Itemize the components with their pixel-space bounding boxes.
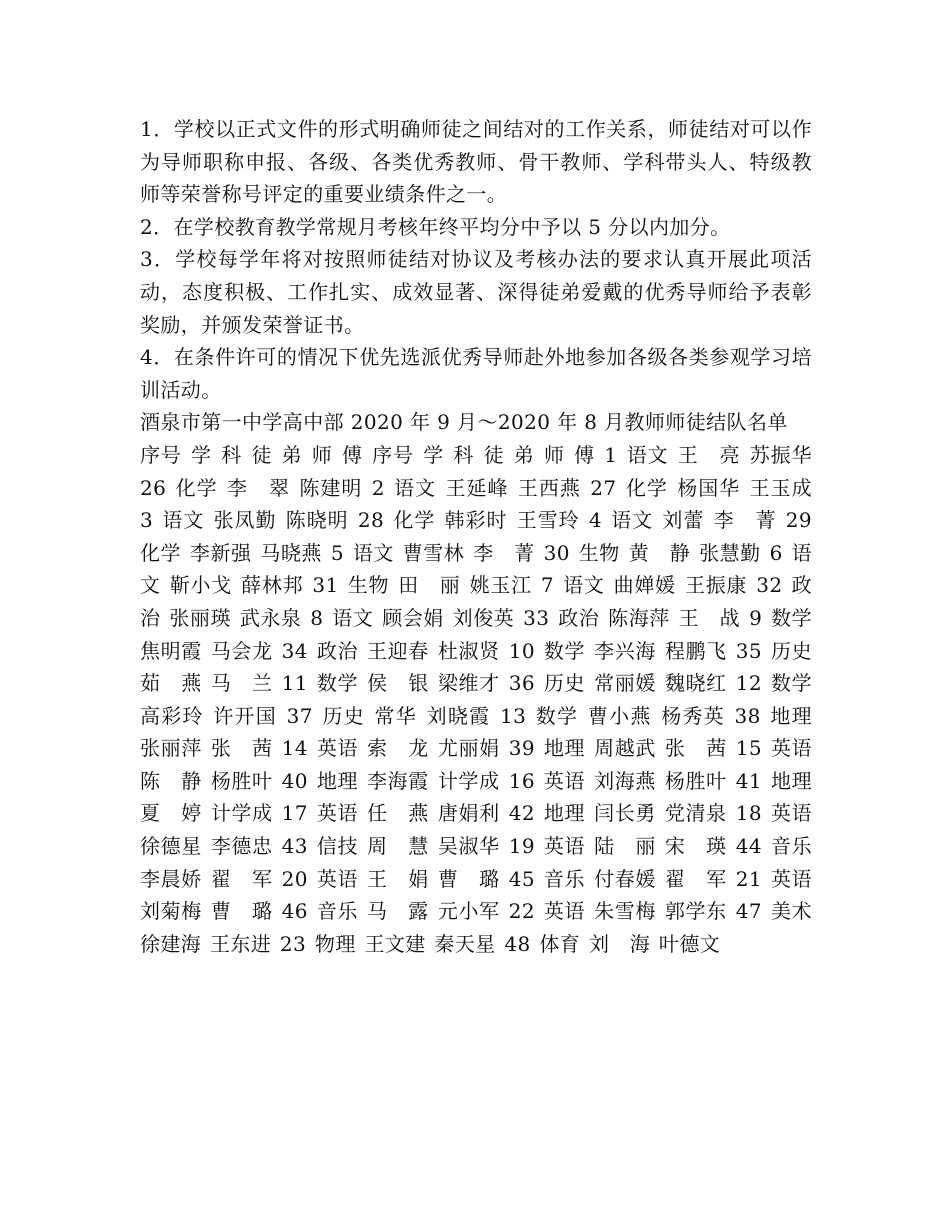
clause-2: 2．在学校教育教学常规月考核年终平均分中予以 5 分以内加分。 — [140, 214, 731, 239]
clause-4: 4．在条件许可的情况下优先选派优秀导师赴外地参加各级各类参观学习培训活动。 — [140, 345, 812, 402]
roster-list: 序号 学 科 徒 弟 师 傅 序号 学 科 徒 弟 师 傅 1 语文 王 亮 苏振华 26 化学 李 翠 陈建明 2 语文 王延峰 王西燕 27 化学 杨国华 王玉成 3 语文 张凤勤 陈晓明 28 化学 韩彩时 王雪玲 4 语文 刘蕾 李 菁 29 化学 李新强 马晓燕 5 语文 曹雪林 李 菁 30 生物 黄 静 张慧勤 6 语文 靳小戈 薛林邦 31 生物 田 丽 姚玉江 7 语文 曲婵媛 王振康 32 政治 张丽瑛 武永泉 8 语文 顾会娟 刘俊英 33 政治 陈海萍 王 战 9 数学 焦明霞 马会龙 34 政治 王迎春 杜淑贤 10 数学 李兴海 程鹏飞 35 历史 茹 燕 马 兰 11 数学 侯 银 梁维才 36 历史 常丽媛 魏晓红 12 数学 高彩玲 许开国 37 历史 常华 刘晓霞 13 数学 曹小燕 杨秀英 38 地理 张丽萍 张 茜 14 英语 索 龙 尤丽娟 39 地理 周越武 张 茜 15 英语 陈 静 杨胜叶 40 地理 李海霞 计学成 16 英语 刘海燕 杨胜叶 41 地理 夏 婷 计学成 17 英语 任 燕 唐娟利 42 地理 闫长勇 党清泉 18 英语 徐德星 李德忠 43 信技 周 慧 吴淑华 19 英语 陆 丽 宋 瑛 44 音乐 李晨娇 翟 军 20 英语 王 娟 曹 璐 45 音乐 付春媛 翟 军 21 英语 刘菊梅 曹 璐 46 音乐 马 露 元小军 22 英语 朱雪梅 郭学东 47 美术 徐建海 王东进 23 物理 王文建 秦天星 48 体育 刘 海 叶德文 — [140, 442, 812, 956]
clause-1: 1．学校以正式文件的形式明确师徒之间结对的工作关系，师徒结对可以作为导师职称申报、各级、各类优秀教师、骨干教师、学科带头人、特级教师等荣誉称号评定的重要业绩条件之一。 — [140, 117, 812, 207]
clause-3: 3．学校每学年将对按照师徒结对协议及考核办法的要求认真开展此项活动，态度积极、工作扎实、成效显著、深得徒弟爱戴的优秀导师给予表彰奖励，并颁发荣誉证书。 — [140, 247, 812, 337]
roster-title: 酒泉市第一中学高中部 2020 年 9 月～2020 年 8 月教师师徒结队名单 — [140, 410, 788, 435]
